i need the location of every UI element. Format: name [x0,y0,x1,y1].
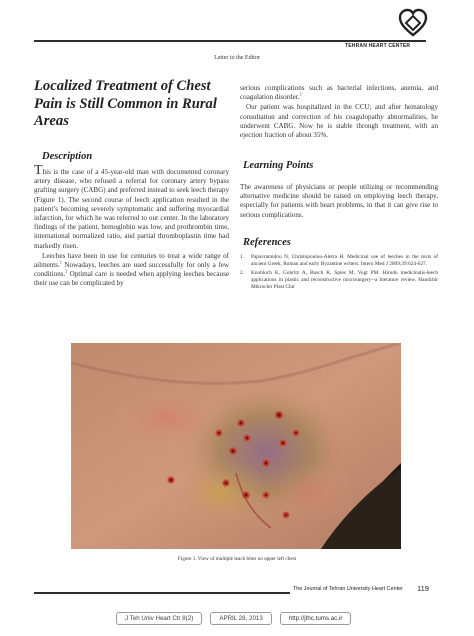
drop-cap: T [34,163,43,178]
ref-marker-1: 1 [59,259,62,265]
journal-tag: TEHRAN HEART CENTER [345,43,411,49]
journal-url-link[interactable]: http://jthc.tums.ac.ir [280,612,352,625]
learning-points-text: The awareness of physicians or people utilizing or recommending alternative medicine should be raised on employing leech therapy, especially for patients with heart problems, in that it can give rise to serious complications. [240,183,438,219]
description-paragraph-2 [34,252,229,289]
description-p2-b: Nowadays, leeches are used successfully for only a few conditions. [34,261,229,279]
heart-logo-icon [398,8,428,38]
footer-journal-name: The Journal of Tehran University Heart Center [293,586,403,592]
figure-photo [71,343,401,549]
description-p2-c: Optimal care is needed when applying leeches because their use can be complicated by [34,270,229,288]
header-rule [34,40,426,42]
reference-item [240,270,438,292]
right-column-continuation [240,84,438,140]
reference-number: 2. [240,269,244,276]
references-list [240,254,438,292]
description-paragraph-1 [34,163,229,251]
description-p2-a: Leeches have been in use for centuries to treat a wide range of ailments. [34,251,229,270]
date-pill: APRIL 28, 2013 [210,612,271,625]
references-heading: References [243,237,291,248]
right-paragraph-1 [240,84,438,102]
page-number: 119 [417,584,429,593]
right-p1-text: serious complications such as bacterial infections, anemia, and coagulation disorder. [240,84,438,102]
ref-marker-2: 2 [65,268,68,274]
section-label: Letter to the Editor [214,55,260,61]
figure-caption: Figure 1. View of multiple leach bites on upper left chest [177,556,297,562]
reference-text: Papavramidou N, Christopoulou-Aletra H. Medicinal use of leeches in the texts of ancient Greek, Roman and early Byzantine writers. Intern Med J 2009;39:624-627. [251,254,438,268]
description-p1-text: his is the case of a 45-year-old man with documented coronary artery disease, who refused a referral for coronary artery bypass grafting surgery (CABG) and preferred instead to seek leech therapy (Figure 1). The second course of leech application resulted in the patient’s becoming severely symptomatic and suffering myocardial infarction, for which he was referred to our center. In the laboratory findings of the patient, hemoglobin was low, and prothrombin time, international normalized ratio, and partial thromboplastin time had markedly risen. [34,168,229,250]
citation-pill: J Teh Univ Heart Ctr 8(2) [116,612,202,625]
citation-strip [116,612,351,625]
description-heading: Description [42,151,93,162]
footer-rule [34,592,290,594]
reference-text: Knobloch K, Gohritz A, Busch K, Spies M, Vogt PM. Hirudo medicinalis-leech applications in plastic and reconstructive microsurgery--a literature review. Handchir Mikrochir Plast Chir [251,269,438,291]
article-title: Localized Treatment of Chest Pain is Still Common in Rural Areas [34,78,217,129]
right-paragraph-2: Our patient was hospitalized in the CCU; and after hematology consultation and correction of his coagulopathy abnormalities, he underwent CABG. Now he is stable through treatment, with an ejection fraction of about 35%. [240,103,438,140]
reference-number: 1. [240,254,244,260]
learning-points-heading: Learning Points [243,160,314,171]
ref-marker-3: 3 [299,91,302,97]
reference-item [240,254,438,269]
description-column [34,163,229,289]
